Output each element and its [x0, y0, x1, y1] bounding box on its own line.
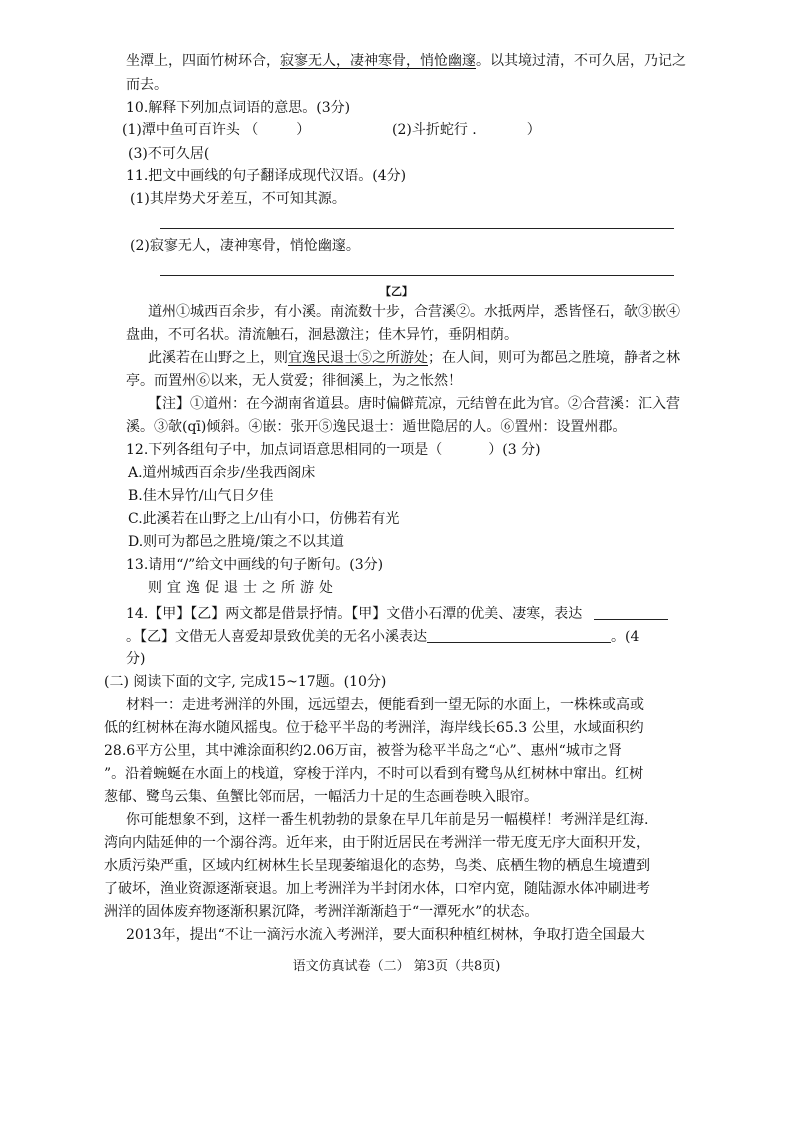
text-span: 此溪若在山野之上，则	[148, 350, 288, 366]
page-footer: 语文仿真试卷（二） 第3页（共8页)	[292, 959, 501, 974]
question-14-cont: 分)	[126, 651, 146, 667]
q10-item-1	[122, 121, 310, 141]
question-12	[126, 441, 541, 461]
question-10: 10.解释下列加点词语的意思。(3分)	[126, 100, 351, 116]
material-line: ”。沿着蜿蜒在水面上的栈道，穿梭于洋内，不时可以看到有鹭鸟从红树林中窜出。红树	[104, 766, 644, 782]
q13-sentence: 则宜逸促退士之所游处	[148, 580, 338, 596]
q11-item-1: (1)其岸势犬牙差互，不可知其源。	[130, 191, 346, 207]
underlined-sentence: 寂寥无人，凄神寒骨，悄怆幽邃	[280, 53, 476, 69]
footnote-line: 【注】①道州：在今湖南省道县。唐时偏僻荒凉，元结曾在此为官。②合营溪：汇入营	[148, 396, 680, 412]
answer-line[interactable]	[160, 275, 674, 276]
question-14-text: 14.【甲】【乙】两文都是借景抒情。【甲】文借小石潭的优美、凄寒，表达	[126, 606, 583, 622]
answer-line[interactable]	[160, 228, 674, 229]
passage-yi-title: 【乙】	[380, 285, 413, 298]
q11-item-2: (2)寂寥无人，凄神寒骨，悄怆幽邃。	[130, 238, 360, 254]
material-line: 了破坏，渔业资源逐渐衰退。加上考洲洋为半封闭水体，口窄内宽，随陆源水体冲刷进考	[104, 881, 650, 897]
question-12-text: 12.下列各组句子中，加点词语意思相同的一项是（	[126, 442, 443, 458]
text-span: 。以其境过清，不可久居，乃记之	[476, 53, 686, 69]
q10-item-1-text: (1)潭中鱼可百许头 （	[122, 122, 259, 138]
material-line: 2013年，提出“不让一滴污水流入考洲洋，要大面积种植红树林，争取打造全国最大	[126, 927, 645, 943]
material-line: 28.6平方公里，其中滩涂面积约2.06万亩，被誉为稔平半岛之“心”、惠州“城市之肾	[104, 743, 622, 759]
answer-blank[interactable]	[427, 627, 611, 643]
option-d: D.则可为都邑之胜境/策之不以其道	[128, 534, 344, 550]
question-14	[126, 604, 668, 624]
material-line: 低的红树林在海水随风摇曳。位于稔平半岛的考洲洋，海岸线长65.3 公里，水域面积约	[104, 720, 644, 736]
passage-line	[148, 349, 680, 369]
material-line: 葱郁、鹭鸟云集、鱼蟹比邻而居，一幅活力十足的生态画卷映入眼帘。	[104, 789, 538, 805]
q10-item-2	[392, 121, 541, 141]
text-span: 坐潭上，四面竹树环合，	[126, 53, 280, 69]
material-line: 湾向内陆延伸的一个溺谷湾。近年来，由于附近居民在考洲洋一带无度无序大面积开发，	[104, 835, 650, 851]
material-line: 洲洋的固体废弃物逐渐积累沉降，考洲洋渐渐趋于“一潭死水”的状态。	[104, 904, 539, 920]
section-heading: (二) 阅读下面的文字, 完成15~17题。(10分)	[104, 674, 387, 690]
passage-line: 道州①城西百余步，有小溪。南流数十步，合营溪②。水抵两岸，悉皆怪石，欹③嵌④	[148, 304, 680, 320]
footnote-line: 溪。③欹(qī)倾斜。④嵌：张开⑤逸民退士：遁世隐居的人。⑥置州：设置州郡。	[126, 419, 627, 435]
q10-item-2-text: (2)斗折蛇行 .	[392, 122, 477, 138]
option-b: B.佳木异竹/山气日夕佳	[128, 488, 274, 504]
answer-blank[interactable]	[594, 604, 668, 620]
question-14-cont	[126, 627, 639, 647]
question-12-score: ）(3 分)	[488, 442, 541, 458]
passage-line: 盘曲，不可名状。清流触石，洄悬激注；佳木异竹，垂阴相荫。	[126, 327, 518, 343]
material-line: 材料一：走进考洲洋的外围，远远望去，便能看到一望无际的水面上，一株株或高或	[126, 697, 644, 713]
question-13: 13.请用“/”给文中画线的句子断句。(3分)	[126, 557, 384, 573]
passage-line: 而去。	[126, 77, 168, 93]
bracket-close: ）	[526, 122, 541, 138]
question-11: 11.把文中画线的句子翻译成现代汉语。(4分)	[126, 168, 407, 184]
question-14-text: 。【乙】文借无人喜爱却景致优美的无名小溪表达	[126, 629, 427, 645]
option-a: A.道州城西百余步/坐我西阁床	[128, 465, 316, 481]
bracket-close: ）	[296, 122, 311, 138]
material-line: 你可能想象不到，这样一番生机勃勃的景象在早几年前是另一幅模样！考洲洋是红海.	[126, 812, 649, 828]
material-line: 水质污染严重，区域内红树林生长呈现萎缩退化的态势，鸟类、底栖生物的栖息生境遭到	[104, 858, 650, 874]
question-14-score: 。(4	[611, 629, 640, 645]
option-c: C.此溪若在山野之上/山有小口，仿佛若有光	[128, 511, 400, 527]
underlined-sentence: 宜逸民退士⑤之所游处	[288, 350, 428, 366]
q10-item-3: (3)不可久居(	[128, 146, 210, 162]
text-span: ；在人间，则可为都邑之胜境，静者之林	[428, 350, 680, 366]
passage-line	[126, 52, 686, 72]
passage-line: 亭。而置州⑥以来，无人赏爱；徘徊溪上，为之怅然！	[126, 373, 462, 389]
